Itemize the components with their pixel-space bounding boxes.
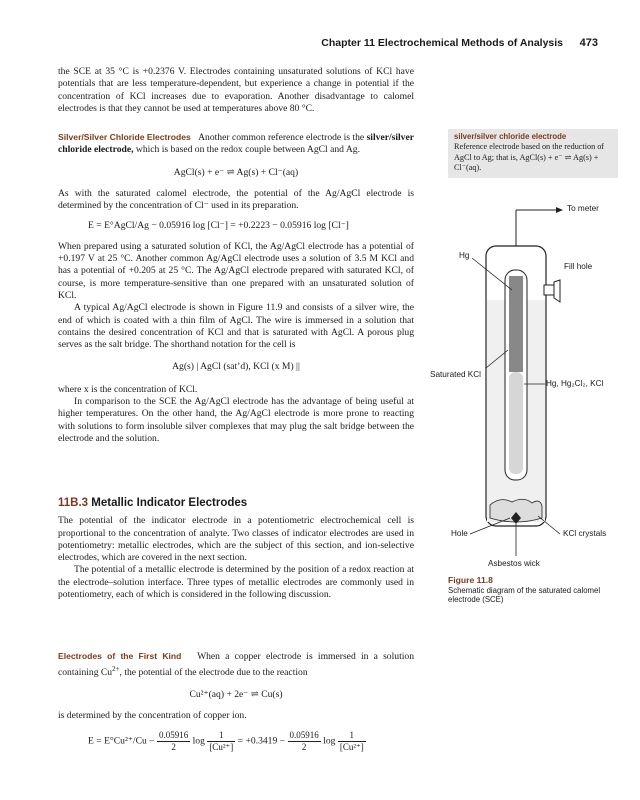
first-kind-intro — [58, 650, 414, 680]
log-1: log — [192, 735, 205, 747]
inv-den-2: [Cu²⁺] — [339, 742, 364, 753]
equation-copper-nernst — [58, 730, 414, 753]
mercury-column — [509, 276, 523, 372]
fill-hole-stopper-icon — [554, 280, 560, 302]
frac-den-1: 2 — [171, 742, 176, 753]
inv-num-2: 1 — [338, 730, 366, 742]
label-paste: Hg, Hg₂Cl₂, KCl — [546, 379, 604, 388]
frac-num-2: 0.05916 — [289, 730, 319, 741]
label-saturated-kcl: Saturated KCl — [430, 370, 481, 379]
paragraph-copper-conc: is determined by the concentration of copper ion. — [58, 710, 247, 722]
fraction-coefficient-2 — [288, 730, 321, 753]
fraction-coefficient-1 — [157, 730, 190, 753]
label-hg: Hg — [459, 251, 470, 260]
label-fill-hole: Fill hole — [564, 262, 593, 271]
paragraph-ag-potential: As with the saturated calomel electrode, the potential of the Ag/AgCl electrode is determined by the concentration of Cl⁻ used in its preparation. — [58, 187, 414, 212]
figure-caption — [448, 576, 608, 605]
first-kind-heading: Electrodes of the First Kind — [58, 651, 182, 661]
paragraph-sce-temperature: the SCE at 35 °C is +0.2376 V. Electrodes containing unsaturated solutions of KCl have potentials that are less temperature-dependent, but experience a change in potential if the concentration of KCl increases due to evaporation. Another disadvantage to calomel electrodes is that they cannot be used at temperatures above 80 °C. — [58, 66, 414, 114]
paragraph-x-concentration: where x is the concentration of KCl. — [58, 383, 198, 395]
main-column-top — [58, 66, 414, 115]
chapter-title: Chapter 11 Electrochemical Methods of Analysis — [321, 37, 564, 49]
definition-term: silver/silver chloride electrode — [454, 132, 567, 141]
silver-term: silver/silver chloride electrode, — [58, 132, 414, 156]
label-to-meter: To meter — [567, 204, 599, 213]
nernst-lhs: E = E°Cu²⁺/Cu − — [88, 735, 155, 747]
paragraph-metallic: The potential of a metallic electrode is determined by the position of a redox reaction at the electrode–solution interface. Three types of metallic electrodes are commonly used in potentiometry, each of which is considered in the following discussion. — [58, 564, 414, 601]
equation-agcl-reduction: AgCl(s) + e⁻ ⇌ Ag(s) + Cl⁻(aq) — [173, 166, 299, 178]
fraction-inverse-2 — [338, 730, 366, 753]
label-hole: Hole — [451, 529, 468, 538]
inv-num-1: 1 — [207, 730, 235, 742]
label-asbestos-wick: Asbestos wick — [488, 559, 540, 568]
first-kind-text-b: , the potential of the electrode due to the reaction — [119, 667, 308, 679]
paragraph-ag-comparison: In comparison to the SCE the Ag/AgCl electrode has the advantage of being useful at higher temperatures. On the other hand, the Ag/AgCl electrode is more prone to reacting with solutions to form insoluble silver complexes that may plug the salt bridge between the electrode and the solution. — [58, 396, 414, 444]
metallic-section — [58, 497, 414, 601]
silver-chloride-section — [58, 131, 414, 445]
arrow-to-meter-icon — [556, 207, 563, 213]
silver-intro-b: which is based on the redox couple between AgCl and Ag. — [135, 144, 360, 156]
running-header — [321, 37, 598, 49]
section-heading — [58, 497, 414, 509]
definition-text: Reference electrode based on the reduction of AgCl to Ag; that is, AgCl(s) + e⁻ ⇌ Ag(s) + Cl⁻(aq). — [454, 142, 605, 172]
fraction-inverse-1 — [207, 730, 235, 753]
page-number: 473 — [579, 37, 598, 49]
paragraph-ag-saturated: When prepared using a saturated solution of KCl, the Ag/AgCl electrode has a potential of +0.197 V at 25 °C. Another common Ag/AgCl electrode uses a solution of 3.5 M KCl and has a potential of +0.205 at 25 °C. The Ag/AgCl electrode prepared with saturated KCl, of course, is more temperature-sensitive than one prepared with an unsaturated solution of KCl. — [58, 240, 414, 301]
equation-shorthand: Ag(s) | AgCl (sat’d), KCl (x M) || — [172, 361, 300, 373]
log-2: log — [323, 735, 336, 747]
figure-number: Figure 11.8 — [448, 575, 493, 585]
silver-intro — [58, 131, 414, 157]
equation-ag-nernst: E = E°AgCl/Ag − 0.05916 log [Cl⁻] = +0.2223 − 0.05916 log [Cl⁻] — [88, 220, 349, 232]
paragraph-indicator: The potential of the indicator electrode in a potentiometric electrochemical cell is proportional to the concentration of analyte. Two classes of indicator electrodes are used in potentiometry: metallic electrodes, which are the subject of this section, and ion-selective electrodes, which are covered in the next section. — [58, 515, 414, 564]
paragraph-ag-typical: A typical Ag/AgCl electrode is shown in Figure 11.9 and consists of a silver wire, the end of which is coated with a thin film of AgCl. The wire is immersed in a solution that contains the desired concentration of KCl and that is saturated with AgCl. A porous plug serves as the salt bridge. The shorthand notation for the cell is — [58, 302, 414, 351]
first-kind-text-a: When a copper electrode is immersed in a solution containing Cu — [58, 651, 414, 679]
silver-heading: Silver/Silver Chloride Electrodes — [58, 132, 191, 142]
figure-caption-text: Schematic diagram of the saturated calomel electrode (SCE) — [448, 585, 601, 605]
section-number: 11B.3 — [58, 497, 89, 509]
section-title: Metallic Indicator Electrodes — [91, 497, 248, 509]
first-kind-section — [58, 650, 414, 753]
silver-intro-a: Another common reference electrode is the — [198, 132, 365, 143]
first-kind-sup: 2+ — [112, 665, 120, 674]
equation-copper: Cu²⁺(aq) + 2e⁻ ⇌ Cu(s) — [189, 688, 283, 700]
margin-definition — [448, 129, 618, 178]
frac-den-2: 2 — [301, 742, 307, 753]
calomel-paste — [509, 372, 523, 474]
inv-den-1: [Cu²⁺] — [209, 742, 234, 753]
nernst-mid: = +0.3419 − — [237, 735, 286, 747]
frac-num-1: 0.05916 — [158, 730, 189, 741]
fill-hole-tube — [544, 285, 554, 295]
label-kcl-crystals: KCl crystals — [563, 529, 607, 538]
